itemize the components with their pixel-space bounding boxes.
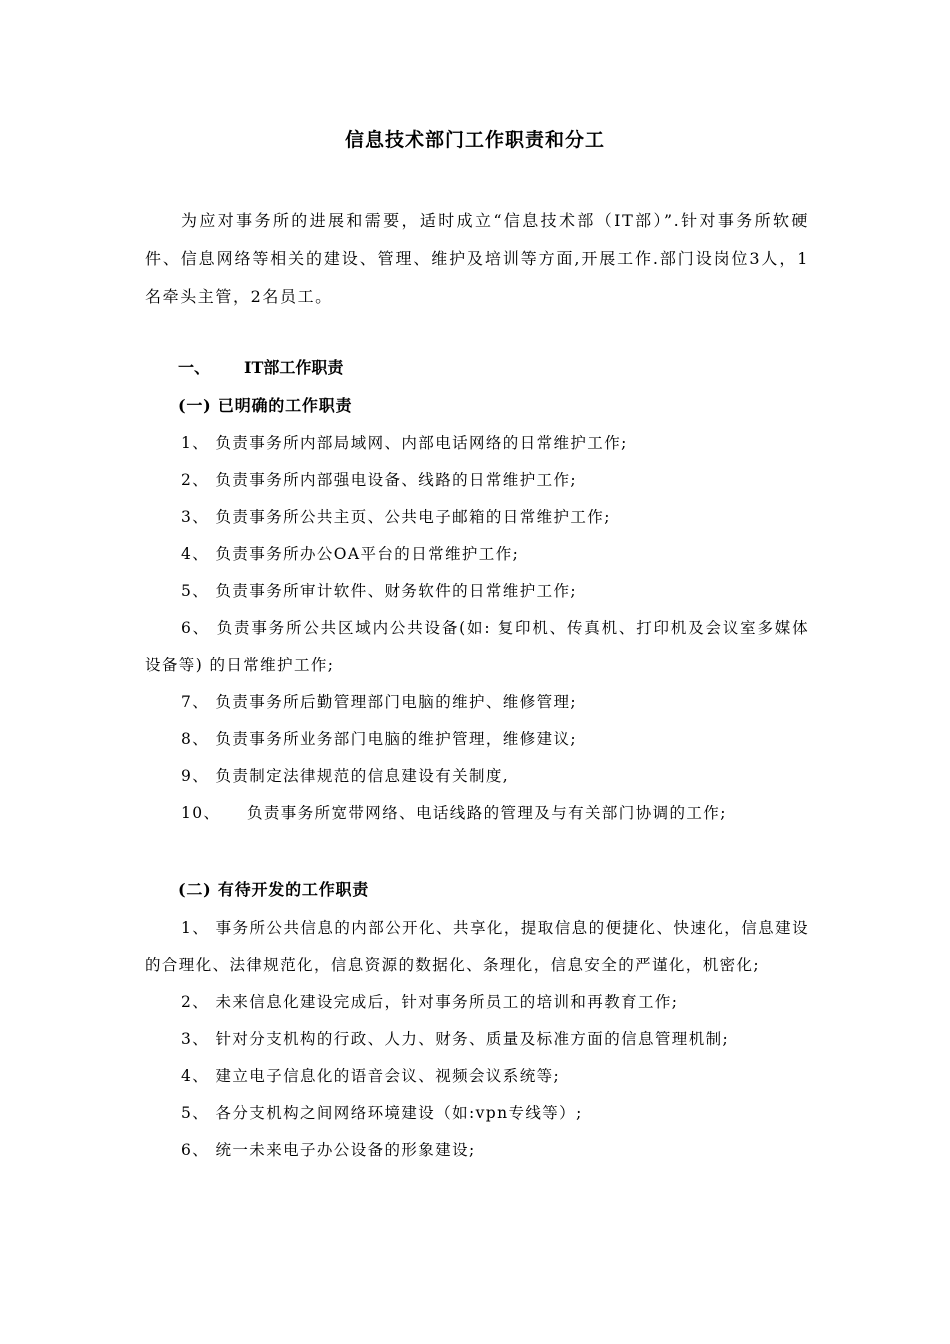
section-title: IT部工作职责 — [244, 358, 344, 377]
subsection-heading-defined-duties: (一) 已明确的工作职责 — [178, 396, 353, 415]
list-item: 6、 统一未来电子办公设备的形象建设; — [181, 1141, 476, 1159]
subsection-heading-pending-duties: (二) 有待开发的工作职责 — [178, 880, 370, 899]
list-item: 4、 负责事务所办公OA平台的日常维护工作; — [181, 545, 520, 563]
list-item: 5、 负责事务所审计软件、财务软件的日常维护工作; — [181, 582, 578, 600]
list-item: 1、 事务所公共信息的内部公开化、共享化，提取信息的便捷化、快速化，信息建设的合理化、法律规范化，信息资源的数据化、条理化，信息安全的严谨化，机密化; — [145, 919, 809, 974]
list-item-text: 负责事务所宽带网络、电话线路的管理及与有关部门协调的工作; — [247, 804, 727, 822]
list-item: 3、 负责事务所公共主页、公共电子邮箱的日常维护工作; — [181, 508, 611, 526]
list-item: 3、 针对分支机构的行政、人力、财务、质量及标准方面的信息管理机制; — [181, 1030, 730, 1048]
list-item: 7、 负责事务所后勤管理部门电脑的维护、维修管理; — [181, 693, 578, 711]
section-heading-it-duties — [178, 354, 343, 382]
list-item: 1、 负责事务所内部局域网、内部电话网络的日常维护工作; — [181, 434, 628, 452]
list-item: 9、 负责制定法律规范的信息建设有关制度, — [181, 767, 510, 785]
defined-duties-list — [145, 425, 809, 832]
list-item: 2、 负责事务所内部强电设备、线路的日常维护工作; — [181, 471, 578, 489]
pending-duties-list — [145, 910, 809, 1169]
document-title: 信息技术部门工作职责和分工 — [344, 129, 605, 151]
list-item — [145, 795, 809, 832]
list-item: 6、 负责事务所公共区域内公共设备(如: 复印机、传真机、打印机及会议室多媒体设备等) 的日常维护工作; — [145, 619, 809, 674]
list-item: 8、 负责事务所业务部门电脑的维护管理，维修建议; — [181, 730, 578, 748]
list-item: 4、 建立电子信息化的语音会议、视频会议系统等; — [181, 1067, 561, 1085]
list-item: 5、 各分支机构之间网络环境建设（如:vpn专线等）; — [181, 1104, 583, 1122]
list-item: 2、 未来信息化建设完成后，针对事务所员工的培训和再教育工作; — [181, 993, 679, 1011]
intro-text: 为应对事务所的进展和需要，适时成立“信息技术部（IT部）”.针对事务所软硬件、信息网络等相关的建设、管理、维护及培训等方面,开展工作.部门设岗位3人，1名牵头主管，2名员工。 — [145, 211, 809, 306]
intro-paragraph — [145, 202, 809, 316]
list-item-number: 10、 — [181, 804, 221, 822]
section-number: 一、 — [178, 358, 211, 377]
